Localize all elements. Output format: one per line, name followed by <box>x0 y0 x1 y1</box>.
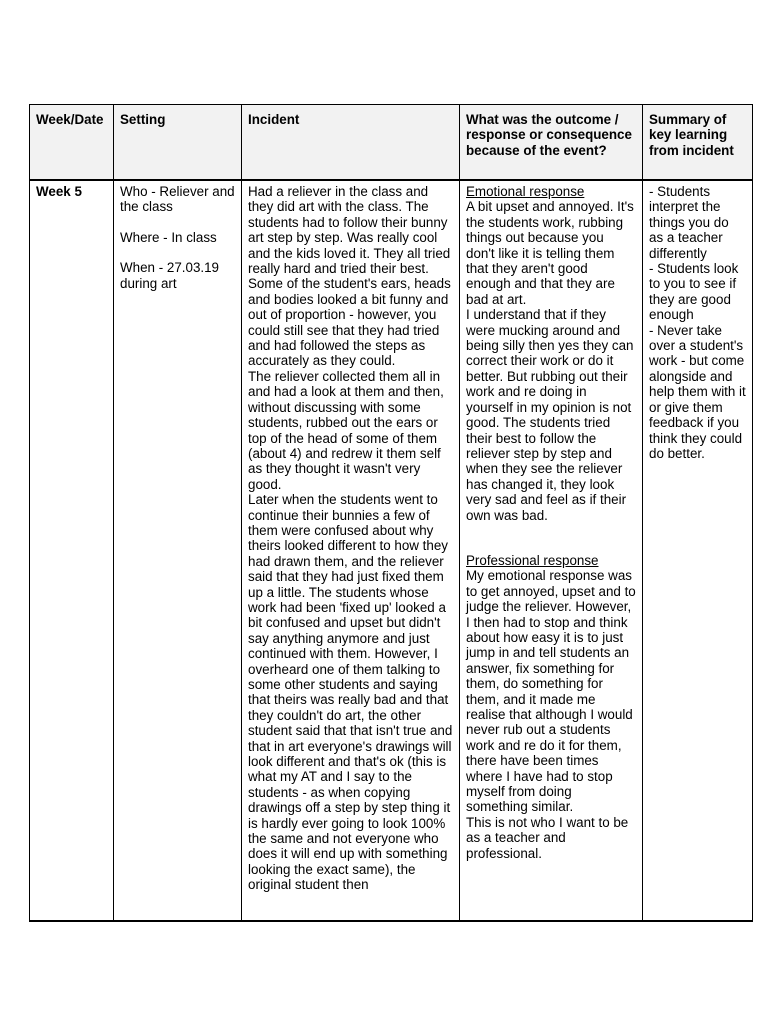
header-week: Week/Date <box>30 105 114 181</box>
incident-paragraph-3: Later when the students went to continue their bunnies a few of them were confused about why theirs looked different to how they had drawn them, and the reliever said that they had just fixed them up a little. The students whose work had been 'fixed up' looked a bit confused and upset but didn't say anything anymore and just continued with them. However, I overheard one of them talking to some other students and saying that theirs was really bad and that they couldn't do art, the other student said that that isn't true and that in art everyone's drawings will look different and that's ok (this is what my AT and I say to the students - as when copying drawings off a step by step thing it is hardly ever going to look 100% the same and not everyone who does it will end up with something looking the exact same), the original student then <box>248 492 453 893</box>
summary-text: - Students interpret the things you do as a teacher differently - Students look to you to see if they are good enough - Never take over a student's work - but come alongside and help them with it or give them feedback if you think they could do better. <box>649 184 746 461</box>
emotional-response-text-2: I understand that if they were mucking around and being silly then yes they can correct their work or do it better. But rubbing out their work and re doing in yourself in my opinion is not good. The students tried their best to follow the reliever step by step and when they see the reliever has changed it, they look very sad and feel as if their own was bad. <box>466 307 634 523</box>
header-row <box>30 105 753 181</box>
emotional-response-text: A bit upset and annoyed. It's the students work, rubbing things out because you don't like it is telling them that they aren't good enough and that they are bad at art. <box>466 199 634 307</box>
week-label: Week 5 <box>36 184 82 199</box>
header-setting: Setting <box>114 105 242 181</box>
cell-summary <box>643 180 753 921</box>
cell-week <box>30 180 114 921</box>
professional-response-text-2: This is not who I want to be as a teacher and professional. <box>466 814 629 861</box>
header-outcome: What was the outcome / response or consequence because of the event? <box>460 105 643 181</box>
incident-paragraph-2: The reliever collected them all in and had a look at them and then, without discussing with some students, rubbed out the ears or top of the head of some of them (about 4) and redrew it them self as they thought it wasn't very good. <box>248 368 444 492</box>
header-summary: Summary of key learning from incident <box>643 105 753 181</box>
table-row <box>30 180 753 921</box>
cell-setting <box>114 180 242 921</box>
cell-outcome <box>460 180 643 921</box>
setting-who: Who - Reliever and the class <box>120 184 235 215</box>
cell-incident <box>242 180 460 921</box>
setting-where: Where - In class <box>120 229 217 245</box>
reflection-table <box>29 104 753 922</box>
emotional-response-heading: Emotional response <box>466 184 585 199</box>
header-incident: Incident <box>242 105 460 181</box>
incident-paragraph-1: Had a reliever in the class and they did art with the class. The students had to follow their bunny art step by step. Was really cool and the kids loved it. They all tried really hard and tried their best. Some of the student's ears, heads and bodies looked a bit funny and out of proportion - however, you could still see that they had tried and had followed the steps as accurately as they could. <box>248 184 451 369</box>
professional-response-text: My emotional response was to get annoyed, upset and to judge the reliever. However, I then had to stop and think about how easy it is to just jump in and tell students an answer, fix something for them, do something for them, and it made me realise that although I would never rub out a students work and re do it for them, there have been times where I have had to stop myself from doing something similar. <box>466 568 636 815</box>
setting-when: When - 27.03.19 during art <box>120 260 220 291</box>
professional-response-heading: Professional response <box>466 552 599 568</box>
